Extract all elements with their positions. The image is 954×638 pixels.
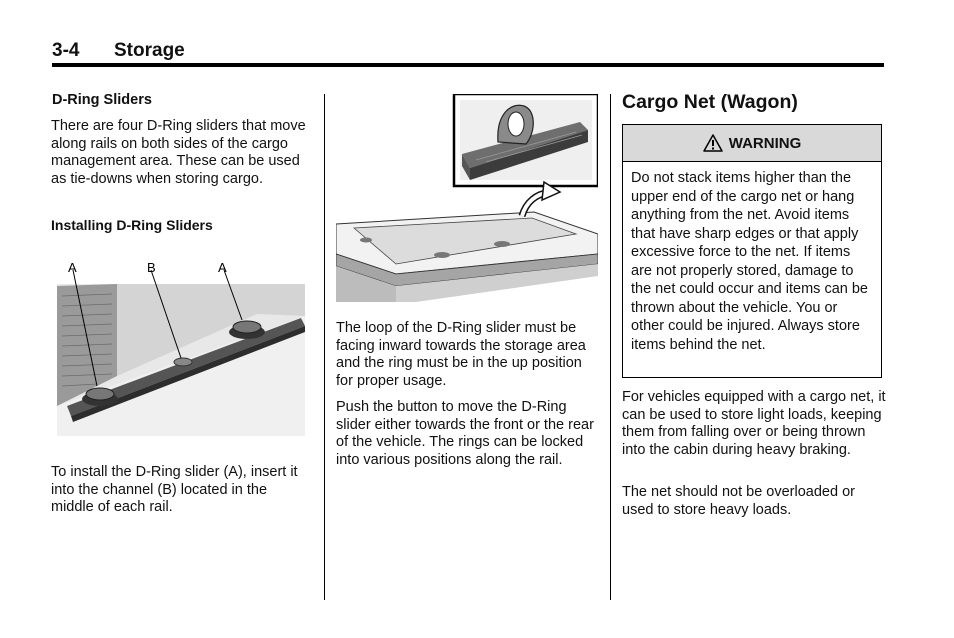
figure-label-b: B	[147, 260, 156, 275]
warning-header	[623, 125, 881, 162]
warning-text: Do not stack items higher than the upper end of the cargo net or hang anything from the net. Avoid items that have sharp edges or that apply excessive force to the net. If items are not properly stored, damage to the net could occur and items can be thrown about the vehicle. You or other could be injured. Always store items behind the net.	[631, 170, 868, 353]
warning-box	[622, 124, 882, 378]
page-number: 3-4	[52, 40, 80, 61]
install-caption-text: To install the D-Ring slider (A), insert it into the channel (B) located in the middle of each rail.	[51, 464, 298, 516]
warning-label: WARNING	[728, 134, 802, 152]
warning-triangle-icon	[703, 134, 723, 152]
loop-orientation-text: The loop of the D-Ring slider must be facing inward towards the storage area and the ring must be in the up position for proper usage.	[336, 320, 586, 389]
figure-label-a-left: A	[68, 260, 77, 275]
cargo-net-heading: Cargo Net (Wagon)	[622, 91, 798, 113]
cargo-net-usage-text: For vehicles equipped with a cargo net, it can be used to store light loads, keeping them from falling over or being thrown into the cabin during heavy braking.	[622, 389, 886, 458]
d-ring-sliders-heading: D-Ring Sliders	[52, 92, 152, 108]
d-ring-rail-figure	[57, 256, 305, 436]
column-divider-left	[324, 94, 325, 600]
cargo-net-overload-text: The net should not be overloaded or used to store heavy loads.	[622, 484, 855, 518]
push-button-text: Push the button to move the D-Ring slider either towards the front or the rear of the vehicle. The rings can be locked into various positions along the rail.	[336, 399, 594, 468]
d-ring-detail-figure	[336, 94, 598, 302]
column-divider-right	[610, 94, 611, 600]
figure-label-a-right: A	[218, 260, 227, 275]
installing-subheading: Installing D-Ring Sliders	[51, 217, 213, 233]
header-rule	[52, 63, 884, 67]
d-ring-intro-text: There are four D-Ring sliders that move along rails on both sides of the cargo management area. These can be used as tie-downs when storing cargo.	[51, 118, 306, 187]
page-header	[52, 38, 884, 66]
section-title: Storage	[114, 40, 185, 61]
